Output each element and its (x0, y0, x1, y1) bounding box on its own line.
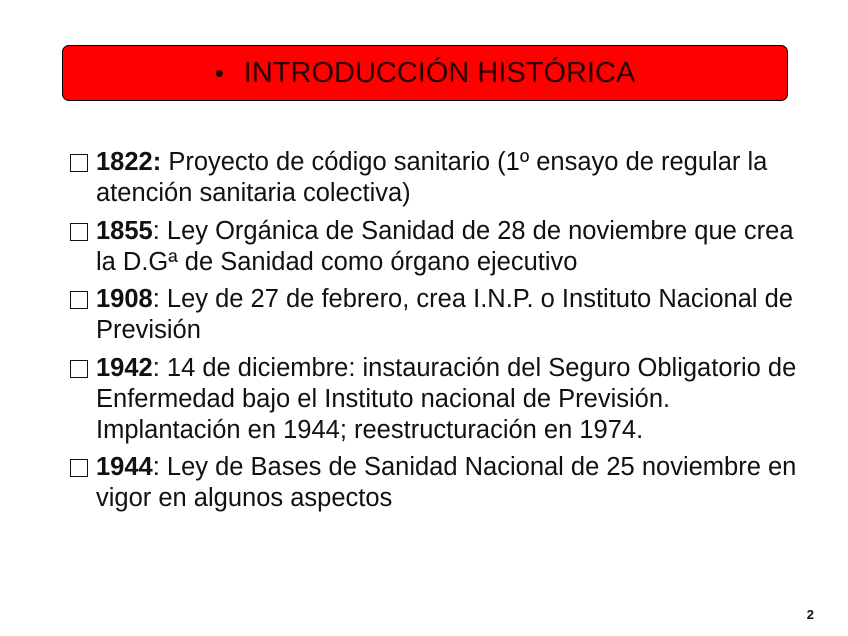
item-year: 1855 (96, 216, 153, 245)
list-item (70, 284, 800, 346)
title-bullet: • (214, 57, 224, 88)
item-text: : Ley de Bases de Sanidad Nacional de 25 noviembre en vigor en algunos aspectos (96, 453, 797, 512)
checkbox-bullet-icon (70, 223, 88, 241)
checkbox-bullet-icon (70, 459, 88, 477)
list-item (70, 216, 800, 278)
list-item (70, 147, 800, 209)
list-item (70, 452, 800, 514)
checkbox-bullet-icon (70, 154, 88, 172)
item-year: 1942 (96, 353, 153, 382)
item-year: 1908 (96, 285, 153, 313)
checkbox-bullet-icon (70, 360, 88, 378)
slide-title-banner (62, 45, 788, 101)
item-text: Proyecto de código sanitario (1º ensayo de regular la atención sanitaria colectiva) (96, 148, 768, 207)
history-list (70, 147, 800, 521)
item-year: 1944 (96, 453, 153, 481)
checkbox-bullet-icon (70, 291, 88, 309)
page-number: 2 (806, 607, 814, 622)
item-text: : Ley Orgánica de Sanidad de 28 de noviembre que crea la D.Gª de Sanidad como órgano ejecutivo (96, 216, 794, 276)
list-item (70, 353, 800, 446)
item-year: 1822: (96, 148, 162, 176)
slide-title: INTRODUCCIÓN HISTÓRICA (243, 56, 636, 89)
item-text: : Ley de 27 de febrero, crea I.N.P. o Instituto Nacional de Previsión (96, 285, 793, 344)
item-text: : 14 de diciembre: instauración del Seguro Obligatorio de Enfermedad bajo el Instituto nacional de Previsión. Implantación en 1944; reestructuración en 1974. (96, 353, 797, 444)
